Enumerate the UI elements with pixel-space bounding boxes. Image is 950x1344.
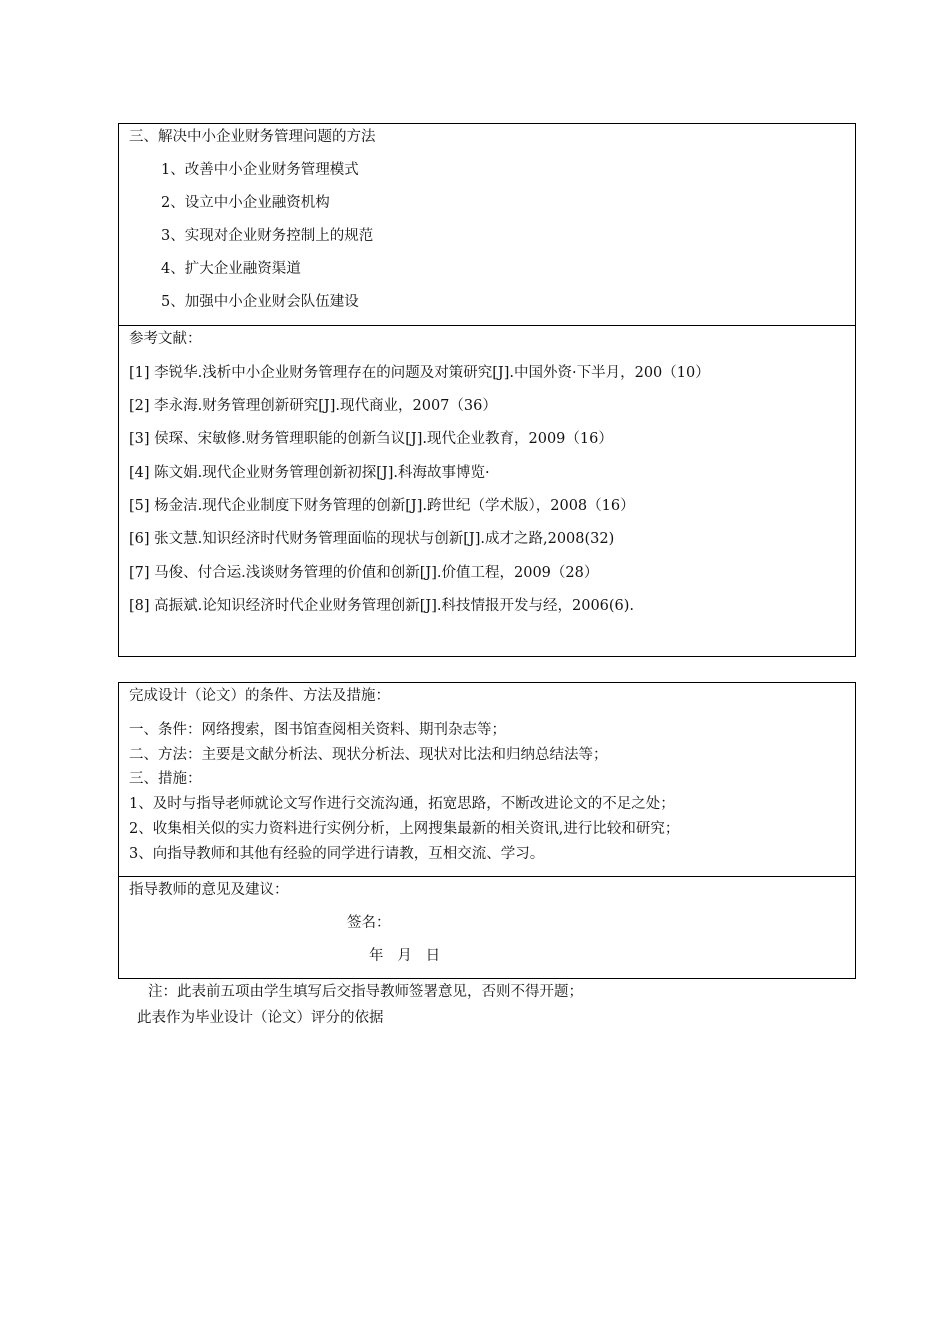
condition-line: 3、向指导教师和其他有经验的同学进行请教，互相交流、学习。 <box>129 846 545 862</box>
reference-item: [6] 张文慧.知识经济时代财务管理面临的现状与创新[J].成才之路,2008(32) <box>129 531 615 547</box>
date-label: 年 月 日 <box>369 948 441 964</box>
condition-line: 二、方法：主要是文献分析法、现状分析法、现状对比法和归纳总结法等； <box>129 747 608 763</box>
list-item: 3、实现对企业财务控制上的规范 <box>161 228 374 244</box>
conditions-section <box>119 683 855 876</box>
section-title: 三、解决中小企业财务管理问题的方法 <box>129 129 376 145</box>
reference-item: [7] 马俊、付合运.浅谈财务管理的价值和创新[J].价值工程，2009（28） <box>129 565 599 581</box>
list-item: 2、设立中小企业融资机构 <box>161 195 330 211</box>
condition-line: 一、条件：网络搜索，图书馆查阅相关资料、期刊杂志等； <box>129 722 506 738</box>
condition-line: 1、及时与指导老师就论文写作进行交流沟通，拓宽思路，不断改进论文的不足之处； <box>129 796 675 812</box>
conditions-title: 完成设计（论文）的条件、方法及措施： <box>129 688 390 704</box>
reference-item: [2] 李永海.财务管理创新研究[J].现代商业，2007（36） <box>129 398 497 414</box>
references-title: 参考文献： <box>129 331 202 347</box>
advisor-opinion-section <box>119 876 855 978</box>
advice-title: 指导教师的意见及建议： <box>129 882 289 898</box>
condition-line: 2、收集相关似的实力资料进行实例分析，上网搜集最新的相关资讯,进行比较和研究； <box>129 821 680 837</box>
signature-label: 签名： <box>347 915 391 931</box>
footnote-line-2: 此表作为毕业设计（论文）评分的依据 <box>137 1010 384 1026</box>
footnote-line-1: 注：此表前五项由学生填写后交指导教师签署意见，否则不得开题； <box>148 984 583 1000</box>
reference-item: [5] 杨金洁.现代企业制度下财务管理的创新[J].跨世纪（学术版），2008（16） <box>129 498 635 514</box>
proposal-table-lower <box>118 682 856 979</box>
reference-item: [4] 陈文娟.现代企业财务管理创新初探[J].科海故事博览· <box>129 465 490 481</box>
references-section <box>119 325 855 656</box>
section-solutions <box>119 124 855 325</box>
condition-line: 三、措施： <box>129 771 202 787</box>
list-item: 1、改善中小企业财务管理模式 <box>161 162 359 178</box>
list-item: 5、加强中小企业财会队伍建设 <box>161 294 359 310</box>
reference-item: [1] 李锐华.浅析中小企业财务管理存在的问题及对策研究[J].中国外资·下半月，200（10） <box>129 365 710 381</box>
list-item: 4、扩大企业融资渠道 <box>161 261 301 277</box>
reference-item: [8] 高振斌.论知识经济时代企业财务管理创新[J].科技情报开发与经，2006(6). <box>129 598 635 614</box>
reference-item: [3] 侯琛、宋敏修.财务管理职能的创新刍议[J].现代企业教育，2009（16） <box>129 431 613 447</box>
proposal-table-upper <box>118 123 856 657</box>
